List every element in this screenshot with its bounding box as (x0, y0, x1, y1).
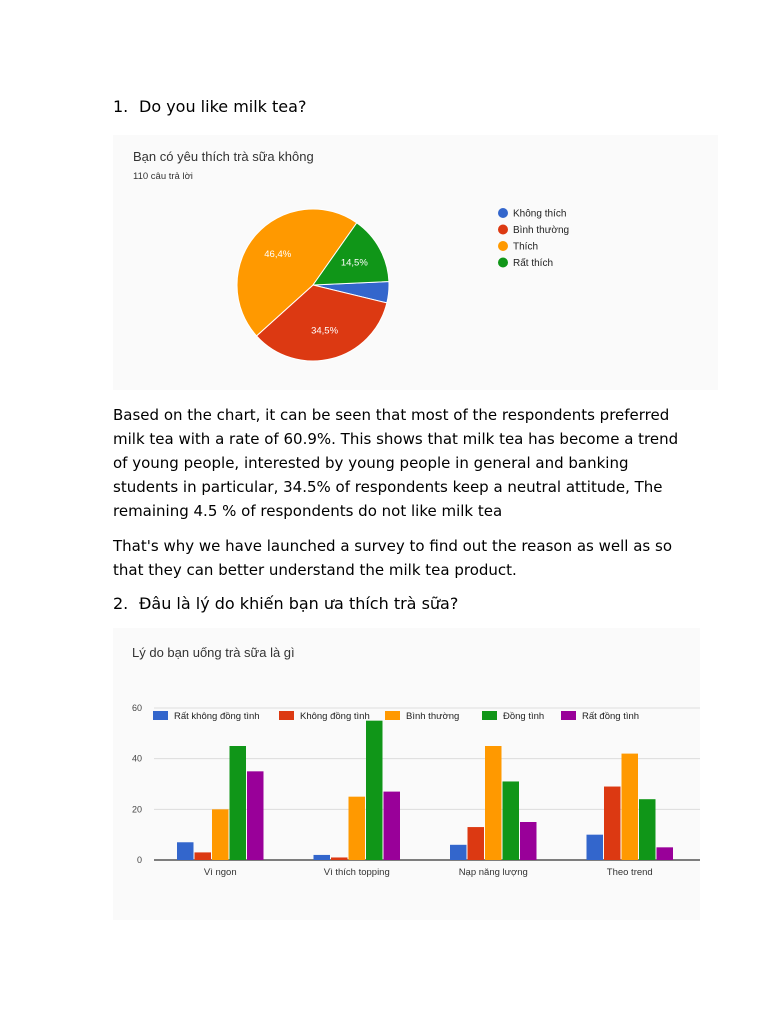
bar-1-2 (349, 797, 366, 860)
bar-3-1 (604, 787, 621, 860)
question-2-heading (113, 594, 458, 613)
bar-2-1 (468, 827, 485, 860)
analysis-paragraph: Based on the chart, it can be seen that most of the respondents preferred milk tea with a rate of 60.9%. This shows that milk tea has become a trend of young people, interested by young people in general and banking students in particular, 34.5% of respondents keep a neutral attitude, The remaining 4.5 % of respondents do not like milk tea (113, 406, 679, 520)
pie-chart (113, 135, 718, 390)
bar-2-3 (503, 781, 520, 860)
bar-legend-marker-0 (153, 711, 168, 720)
bar-1-3 (366, 721, 383, 860)
pie-slice-label-2: 46,4% (264, 248, 292, 260)
bar-1-1 (331, 857, 348, 860)
question-1-heading (113, 97, 306, 116)
x-tick-label-1: Vì thích topping (323, 867, 390, 878)
bar-0-0 (177, 842, 194, 860)
question-text: Đâu là lý do khiến bạn ưa thích trà sữa? (139, 594, 459, 613)
bar-3-3 (639, 799, 656, 860)
bar-1-4 (384, 792, 401, 860)
x-tick-label-2: Nạp năng lượng (458, 867, 528, 878)
bar-chart (113, 628, 700, 920)
pie-legend-label-0: Không thích (513, 208, 567, 220)
bar-legend-marker-2 (385, 711, 400, 720)
bar-legend-marker-1 (279, 711, 294, 720)
bar-legend-label-0: Rất không đồng tình (174, 711, 260, 722)
pie-legend-marker-3 (498, 258, 508, 268)
pie-legend-marker-0 (498, 208, 508, 218)
pie-legend-label-1: Bình thường (513, 225, 570, 236)
bar-chart-panel (113, 628, 700, 920)
bar-3-4 (657, 847, 674, 860)
pie-legend-label-2: Thích (513, 241, 539, 253)
bar-0-2 (212, 809, 229, 860)
bar-0-3 (230, 746, 247, 860)
pie-slice-label-3: 14,5% (340, 257, 368, 269)
y-tick-label-60: 60 (131, 703, 142, 713)
bar-2-4 (520, 822, 537, 860)
bar-legend-label-2: Bình thường (406, 711, 460, 722)
bar-legend-label-3: Đồng tình (503, 711, 545, 722)
y-tick-label-0: 0 (136, 855, 142, 865)
pie-legend-marker-2 (498, 241, 508, 251)
pie-chart-title: Bạn có yêu thích trà sữa không (133, 149, 314, 164)
x-tick-label-3: Theo trend (606, 867, 653, 878)
survey-paragraph: That's why we have launched a survey to find out the reason as well as so that they can better understand the milk tea product. (113, 537, 673, 579)
pie-chart-panel (113, 135, 718, 390)
x-tick-label-0: Vì ngon (203, 867, 237, 878)
bar-2-0 (450, 845, 467, 860)
bar-3-2 (622, 754, 639, 860)
bar-2-2 (485, 746, 502, 860)
bar-legend-marker-3 (482, 711, 497, 720)
question-number: 2. (113, 594, 129, 613)
y-tick-label-20: 20 (131, 804, 142, 815)
bar-legend-label-4: Rất đồng tình (582, 711, 640, 722)
bar-chart-title: Lý do bạn uống trà sữa là gì (132, 645, 295, 660)
question-number: 1. (113, 97, 129, 116)
question-text: Do you like milk tea? (139, 97, 307, 116)
bar-legend-label-1: Không đồng tình (300, 711, 370, 722)
bar-legend-marker-4 (561, 711, 576, 720)
y-tick-label-40: 40 (131, 753, 142, 764)
bar-1-0 (314, 855, 331, 860)
pie-chart-subtitle: 110 câu trả lời (133, 171, 193, 182)
bar-3-0 (587, 835, 604, 860)
pie-legend-label-3: Rất thích (513, 258, 554, 269)
bar-0-4 (247, 771, 264, 860)
pie-slice-label-1: 34,5% (311, 325, 339, 337)
bar-0-1 (195, 852, 212, 860)
pie-legend-marker-1 (498, 225, 508, 235)
